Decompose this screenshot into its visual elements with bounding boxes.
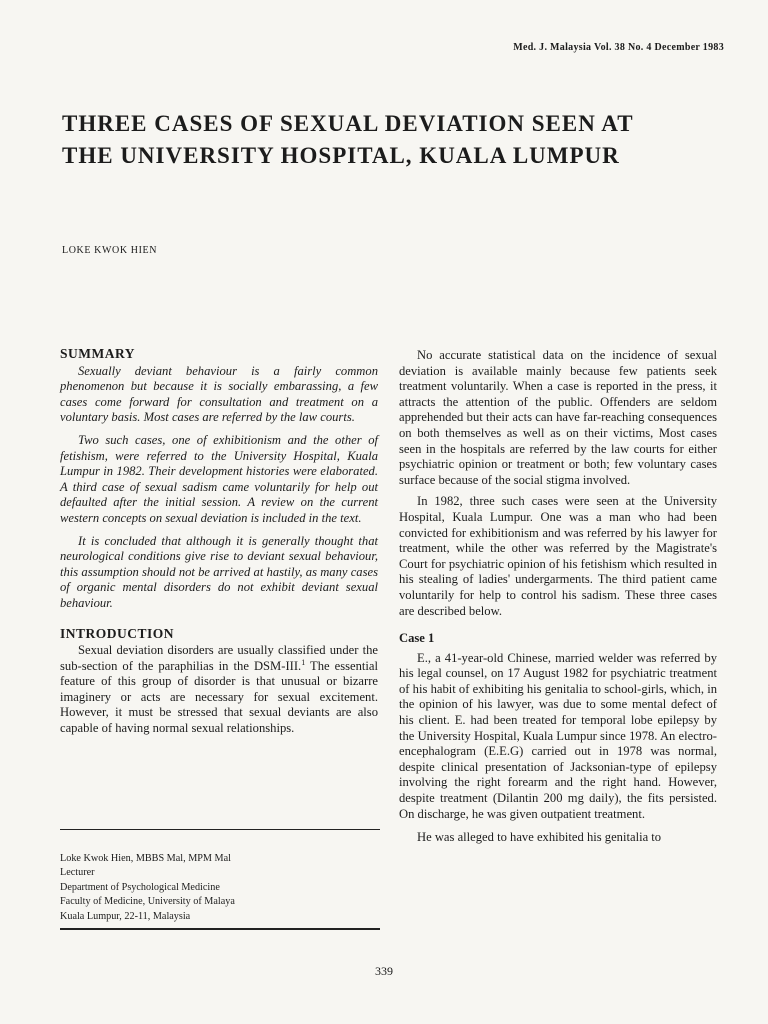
article-title — [62, 108, 722, 172]
intro-text-a: Sexual deviation disorders are usually classified under the sub-section of the paraphilias in the DSM-III. — [60, 643, 378, 673]
title-line-1: THREE CASES OF SEXUAL DEVIATION SEEN AT — [62, 111, 634, 136]
body-paragraph-2: In 1982, three such cases were seen at the University Hospital, Kuala Lumpur. One was a man who had been convicted for exhibitionism and was referred by his lawyer for treatment, while the other was referred by the Magistrate's Court for psychiatric opinion of his fetishism which resulted in his stealing of ladies' undergarments. The third patient came voluntarily for help to control his sadism. These three cases are described below. — [399, 494, 717, 618]
page-number: 339 — [375, 964, 393, 978]
author-affiliation-footnote — [60, 852, 380, 924]
right-column — [399, 348, 717, 852]
title-line-2: THE UNIVERSITY HOSPITAL, KUALA LUMPUR — [62, 143, 620, 168]
footnote-line: Kuala Lumpur, 22-11, Malaysia — [60, 910, 191, 922]
footnote-divider — [60, 829, 380, 830]
footnote-line: Lecturer — [60, 867, 95, 879]
summary-heading: SUMMARY — [60, 346, 136, 361]
summary-paragraph-3: It is concluded that although it is generally thought that neurological conditions give rise to deviant sexual behaviour, this assumption should not be arrived at hastily, as many cases of organic mental disorders do not exhibit deviant sexual behaviour. — [60, 533, 378, 610]
summary-paragraph-2: Two such cases, one of exhibitionism and the other of fetishism, were referred to the University Hospital, Kuala Lumpur in 1982. Their development histories were elaborated. A third case of sexual sadism came voluntarily for help out defaulted after the initial session. A review on the current western concepts on sexual deviation is included in the text. — [60, 432, 378, 525]
author-name: LOKE KWOK HIEN — [62, 245, 158, 256]
introduction-heading: INTRODUCTION — [60, 625, 175, 641]
journal-reference: Med. J. Malaysia Vol. 38 No. 4 December 1983 — [513, 42, 724, 53]
reference-marker: 1 — [301, 657, 306, 667]
footnote-line: Loke Kwok Hien, MBBS Mal, MPM Mal — [60, 853, 231, 864]
introduction-paragraph — [60, 643, 378, 737]
intro-text-b: The essential feature of this group of disorder is that unusual or bizarre imaginery or acts are necessary for sexual excitement. However, it must be stressed that sexual deviants are also capable of having normal sexual relationships. — [60, 658, 379, 736]
footnote-line: Faculty of Medicine, University of Malaya — [60, 896, 235, 908]
summary-paragraph-1: Sexually deviant behaviour is a fairly common phenomenon but because it is socially embarassing, a few cases come forward for consultation and treatment on a voluntary basis. Most cases are referred by the law courts. — [60, 363, 378, 425]
footnote-line: Department of Psychological Medicine — [60, 881, 220, 893]
body-paragraph-1: No accurate statistical data on the incidence of sexual deviation is available mainly because few patients seek treatment voluntarily. When a case is reported in the press, it attracts the attention of the public. Offenders are seldom apprehended but their acts can have far-reaching consequences on both themselves as well as on their victims, Most cases seen in the hospitals are referred by the law courts for either psychiatric opinion or treatment or both; few voluntary cases surface because of the social stigma involved. — [399, 348, 717, 487]
case-1-heading: Case 1 — [399, 631, 435, 646]
case-1-paragraph-2: He was alleged to have exhibited his genitalia to — [417, 830, 662, 845]
case-1-paragraph-1: E., a 41-year-old Chinese, married welder was referred by his legal counsel, on 17 August 1982 for psychiatric treatment of his habit of exhibiting his genitalia to school-girls, which, in the opinion of his lawyer, was due to some mental defect of his client. E. had been treated for temporal lobe epilepsy by the University Hospital, Kuala Lumpur since 1978. An electro-encephalogram (E.E.G) carried out in 1978 was normal, despite clinical presentation of Jacksonian-type of epilepsy involving the right forearm and the right hand. However, despite treatment (Dilantin 200 mg daily), the fits persisted. On discharge, he was given outpatient treatment. — [399, 650, 717, 821]
footnote-end-rule — [60, 928, 380, 930]
left-column — [60, 346, 378, 743]
